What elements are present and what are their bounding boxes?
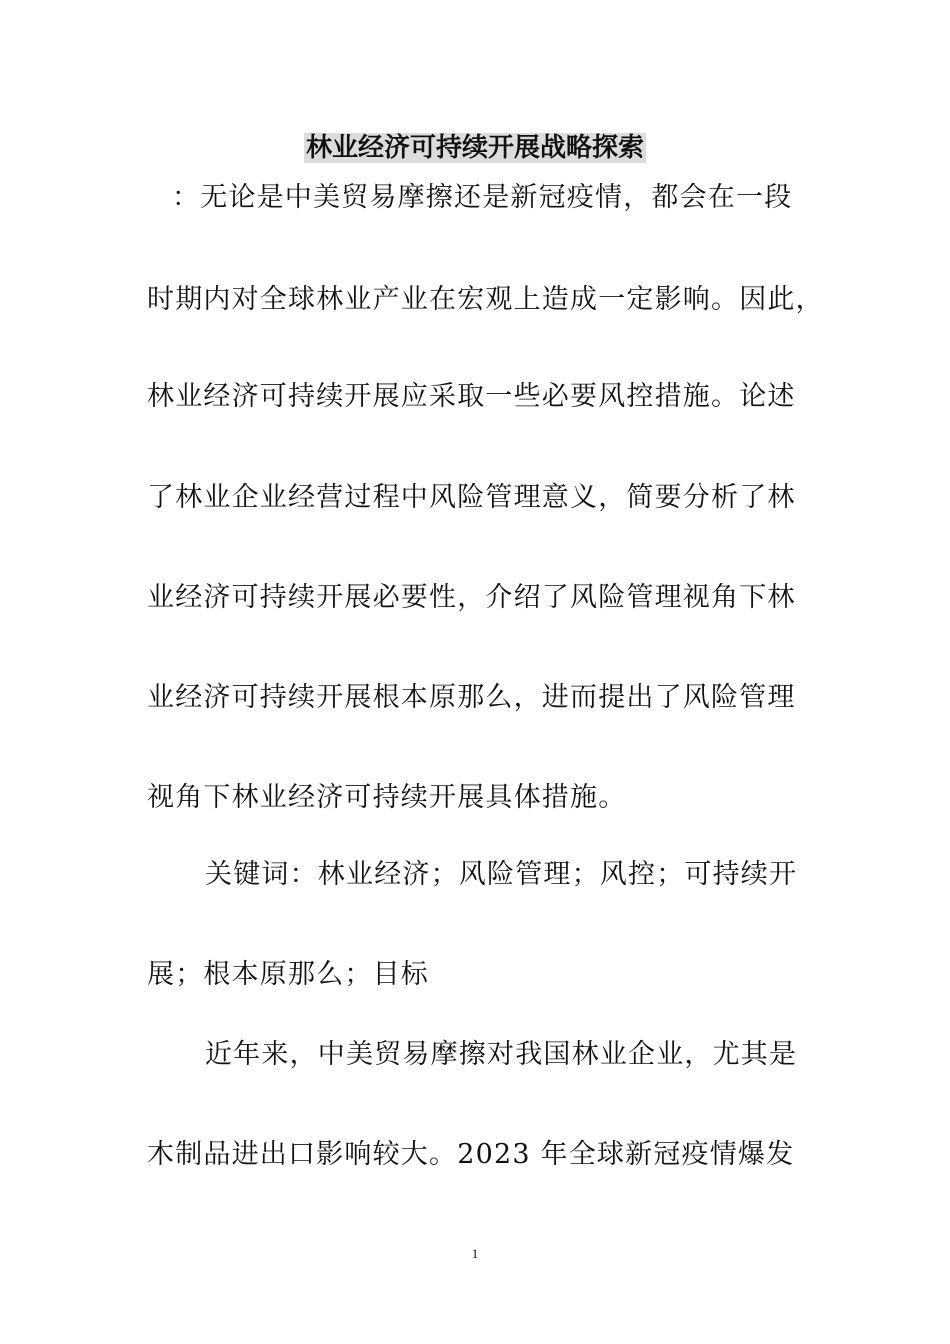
abstract-line-6: 业经济可持续开展根本原那么，进而提出了风险管理 <box>147 682 796 713</box>
abstract-line-5: 业经济可持续开展必要性，介绍了风险管理视角下林 <box>147 582 796 613</box>
abstract-line-4: 了林业企业经营过程中风险管理意义，简要分析了林 <box>147 482 796 513</box>
document-title <box>0 128 950 168</box>
abstract-line-7: 视角下林业经济可持续开展具体措施。 <box>147 782 627 813</box>
body-line-1: 近年来，中美贸易摩擦对我国林业企业，尤其是 <box>205 1039 798 1070</box>
keywords-line-2: 展；根本原那么；目标 <box>147 959 429 990</box>
abstract-line-3: 林业经济可持续开展应采取一些必要风控措施。论述 <box>147 381 796 412</box>
document-title-text: 林业经济可持续开展战略探索 <box>305 133 644 163</box>
abstract-line-2: 时期内对全球林业产业在宏观上造成一定影响。因此， <box>147 284 824 315</box>
keywords-line-1: 关键词：林业经济；风险管理；风控；可持续开 <box>205 859 798 890</box>
abstract-line-1: ：无论是中美贸易摩擦还是新冠疫情，都会在一段 <box>172 182 793 213</box>
body-line-2: 木制品进出口影响较大。2023 年全球新冠疫情爆发 <box>147 1139 795 1170</box>
page-number: 1 <box>471 1246 479 1261</box>
